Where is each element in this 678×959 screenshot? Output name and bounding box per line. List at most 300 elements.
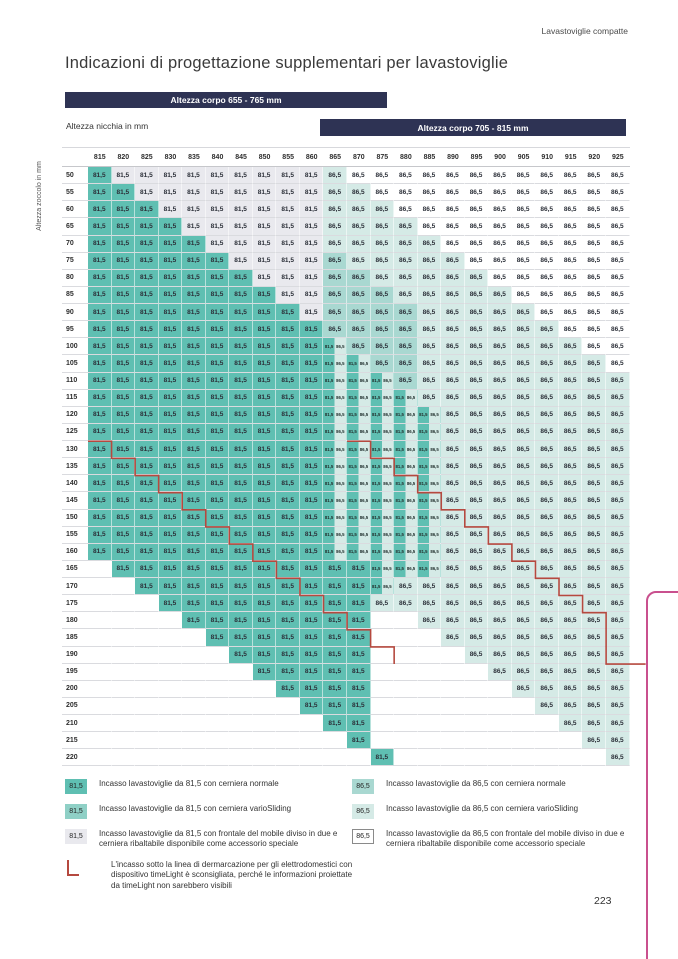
table-cell: 86,5: [512, 681, 536, 698]
table-cell: 81,5: [88, 390, 112, 407]
table-cell: 86,5: [465, 629, 489, 646]
column-header: 890: [441, 147, 465, 167]
split-value-81: 81,5: [324, 549, 334, 555]
table-cell-split: [371, 407, 395, 424]
table-cell: 81,5: [229, 612, 253, 629]
table-cell: [488, 698, 512, 715]
table-cell: 81,5: [135, 201, 159, 218]
page-edge-callout-border: [646, 591, 678, 959]
table-cell: [182, 698, 206, 715]
table-cell-split: [323, 475, 347, 492]
column-header: 820: [112, 147, 136, 167]
table-cell: 86,5: [512, 218, 536, 235]
table-cell: 86,5: [535, 338, 559, 355]
table-cell: [371, 629, 395, 646]
split-value-86: 86,5: [336, 343, 345, 349]
column-header: 835: [182, 147, 206, 167]
table-cell: 86,5: [394, 236, 418, 253]
split-value-86: 86,5: [383, 429, 392, 435]
table-cell: 81,5: [88, 270, 112, 287]
table-cell: [112, 715, 136, 732]
table-cell: 86,5: [394, 338, 418, 355]
table-cell: 86,5: [606, 527, 630, 544]
table-cell: 86,5: [371, 167, 395, 184]
table-cell: 86,5: [418, 201, 442, 218]
table-cell: 81,5: [229, 647, 253, 664]
table-cell: 86,5: [606, 441, 630, 458]
table-cell: 86,5: [347, 287, 371, 304]
table-cell: [229, 698, 253, 715]
table-cell: 81,5: [112, 407, 136, 424]
split-value-81: 81,5: [324, 463, 334, 469]
split-value-86: 86,5: [336, 412, 345, 418]
table-cell: 86,5: [512, 527, 536, 544]
table-cell: [465, 698, 489, 715]
table-cell: 86,5: [512, 184, 536, 201]
table-cell: 81,5: [229, 236, 253, 253]
table-cell: [465, 664, 489, 681]
table-cell: 81,5: [323, 715, 347, 732]
table-cell: 86,5: [582, 270, 606, 287]
table-cell: 81,5: [159, 304, 183, 321]
row-header: 180: [62, 612, 88, 629]
table-cell: 86,5: [559, 510, 583, 527]
column-header: 880: [394, 147, 418, 167]
table-cell: 86,5: [512, 253, 536, 270]
table-cell: 81,5: [112, 373, 136, 390]
table-cell: [229, 681, 253, 698]
table-cell: 81,5: [206, 492, 230, 509]
split-value-81: 81,5: [324, 412, 334, 418]
table-cell: [159, 715, 183, 732]
demarcation-line-icon: [67, 860, 79, 876]
column-header: 850: [253, 147, 277, 167]
table-cell: 86,5: [606, 253, 630, 270]
table-cell: 86,5: [488, 544, 512, 561]
table-cell-split: [323, 510, 347, 527]
table-cell: 81,5: [88, 510, 112, 527]
table-cell: 81,5: [300, 492, 324, 509]
table-cell: 86,5: [606, 732, 630, 749]
table-cell: 86,5: [488, 629, 512, 646]
table-cell: [229, 732, 253, 749]
table-cell: 86,5: [535, 355, 559, 372]
table-cell: 86,5: [535, 647, 559, 664]
table-cell: 86,5: [441, 407, 465, 424]
split-value-86: 86,5: [336, 480, 345, 486]
table-cell: [135, 629, 159, 646]
table-cell: 81,5: [300, 304, 324, 321]
table-cell: 86,5: [488, 595, 512, 612]
column-header: 915: [559, 147, 583, 167]
split-value-86: 86,5: [406, 497, 416, 503]
table-cell: 86,5: [606, 321, 630, 338]
table-cell-split: [418, 561, 442, 578]
table-cell: 81,5: [112, 561, 136, 578]
table-cell: 81,5: [159, 527, 183, 544]
table-cell: 86,5: [606, 510, 630, 527]
table-cell: 86,5: [371, 201, 395, 218]
table-cell: 86,5: [488, 612, 512, 629]
table-cell: [229, 749, 253, 766]
table-cell-split: [323, 441, 347, 458]
split-value-81: 81,5: [372, 566, 381, 572]
table-cell: 86,5: [582, 355, 606, 372]
table-cell: 86,5: [418, 321, 442, 338]
split-value-86: 86,5: [359, 515, 369, 521]
table-cell: 86,5: [465, 578, 489, 595]
split-value-86: 86,5: [383, 412, 392, 418]
table-cell: 86,5: [582, 698, 606, 715]
table-cell: [135, 698, 159, 715]
table-cell: 86,5: [559, 544, 583, 561]
table-cell: 81,5: [182, 236, 206, 253]
table-cell: 86,5: [465, 338, 489, 355]
table-cell: [112, 647, 136, 664]
split-value-86: 86,5: [406, 549, 416, 555]
table-cell: 81,5: [88, 527, 112, 544]
table-cell: 86,5: [488, 390, 512, 407]
split-value-81: 81,5: [372, 583, 381, 589]
table-cell: 86,5: [535, 201, 559, 218]
table-cell: 81,5: [229, 270, 253, 287]
table-cell: 81,5: [159, 287, 183, 304]
split-value-86: 86,5: [383, 583, 392, 589]
table-cell: 86,5: [488, 338, 512, 355]
table-cell: 81,5: [206, 218, 230, 235]
table-cell: 86,5: [535, 304, 559, 321]
table-cell: 86,5: [512, 338, 536, 355]
table-cell: 86,5: [394, 355, 418, 372]
split-value-81: 81,5: [419, 497, 428, 503]
table-cell: 81,5: [206, 527, 230, 544]
row-header: 105: [62, 355, 88, 372]
table-cell: 86,5: [441, 544, 465, 561]
table-cell: 81,5: [88, 236, 112, 253]
table-cell: 81,5: [229, 355, 253, 372]
table-cell: 81,5: [276, 510, 300, 527]
split-value-86: 86,5: [359, 395, 369, 401]
table-cell: 81,5: [135, 578, 159, 595]
table-cell: [88, 595, 112, 612]
table-cell: 86,5: [512, 355, 536, 372]
table-cell: 86,5: [488, 458, 512, 475]
table-cell: 86,5: [394, 304, 418, 321]
table-cell: 86,5: [535, 321, 559, 338]
table-cell-split: [418, 458, 442, 475]
row-header: 50: [62, 167, 88, 184]
table-cell: [371, 732, 395, 749]
table-cell-split: [418, 510, 442, 527]
split-value-86: 86,5: [430, 532, 439, 538]
table-cell: 86,5: [512, 458, 536, 475]
table-cell: 86,5: [606, 475, 630, 492]
table-cell: 86,5: [323, 253, 347, 270]
split-value-81: 81,5: [324, 480, 334, 486]
table-cell: 86,5: [371, 253, 395, 270]
table-cell: [488, 749, 512, 766]
table-cell: 81,5: [135, 287, 159, 304]
table-cell: 81,5: [253, 184, 277, 201]
table-cell: 81,5: [276, 475, 300, 492]
row-header: 95: [62, 321, 88, 338]
table-cell: 81,5: [206, 373, 230, 390]
table-cell: 86,5: [582, 253, 606, 270]
table-cell: 81,5: [253, 201, 277, 218]
table-cell-split: [394, 458, 418, 475]
table-cell: 86,5: [441, 236, 465, 253]
legend-swatch: 86,5: [352, 804, 374, 819]
row-header: 115: [62, 390, 88, 407]
table-cell: 81,5: [300, 270, 324, 287]
split-value-81: 81,5: [348, 463, 357, 469]
table-cell: 81,5: [112, 321, 136, 338]
table-cell: 81,5: [182, 475, 206, 492]
split-value-81: 81,5: [419, 412, 428, 418]
table-cell: 86,5: [441, 629, 465, 646]
table-cell: 86,5: [535, 424, 559, 441]
split-value-81: 81,5: [372, 549, 381, 555]
table-cell: 86,5: [512, 612, 536, 629]
table-cell: 86,5: [582, 544, 606, 561]
row-header: 135: [62, 458, 88, 475]
table-cell: [112, 612, 136, 629]
row-header: 205: [62, 698, 88, 715]
row-header: 185: [62, 629, 88, 646]
table-cell: 86,5: [512, 287, 536, 304]
table-cell: [559, 749, 583, 766]
table-cell: 86,5: [559, 475, 583, 492]
table-cell: 86,5: [418, 253, 442, 270]
table-cell: 86,5: [559, 629, 583, 646]
column-header: 815: [88, 147, 112, 167]
table-cell: 81,5: [347, 698, 371, 715]
table-cell: [229, 715, 253, 732]
split-value-81: 81,5: [372, 515, 381, 521]
legend-item-right-0: [352, 779, 634, 794]
table-cell: [418, 698, 442, 715]
body-height-bar-655-765: Altezza corpo 655 - 765 mm: [65, 92, 387, 108]
table-cell: 86,5: [559, 338, 583, 355]
table-cell: 86,5: [606, 184, 630, 201]
table-cell: 86,5: [465, 321, 489, 338]
table-cell: 81,5: [135, 561, 159, 578]
table-cell: 86,5: [582, 629, 606, 646]
table-cell: 81,5: [206, 612, 230, 629]
table-cell: 86,5: [606, 270, 630, 287]
table-cell-split: [394, 424, 418, 441]
split-value-81: 81,5: [324, 395, 334, 401]
split-value-81: 81,5: [348, 446, 357, 452]
table-cell: 81,5: [229, 184, 253, 201]
table-cell: 86,5: [488, 578, 512, 595]
table-cell: 81,5: [206, 287, 230, 304]
split-value-81: 81,5: [395, 480, 404, 486]
table-cell: 86,5: [488, 561, 512, 578]
table-cell-split: [347, 544, 371, 561]
split-value-86: 86,5: [336, 463, 345, 469]
split-value-81: 81,5: [395, 429, 404, 435]
table-cell: 81,5: [323, 664, 347, 681]
table-cell: 81,5: [276, 321, 300, 338]
table-cell: 86,5: [488, 407, 512, 424]
table-cell: 81,5: [182, 510, 206, 527]
split-value-86: 86,5: [383, 566, 392, 572]
split-value-86: 86,5: [383, 532, 392, 538]
table-cell: 81,5: [323, 612, 347, 629]
table-cell: 81,5: [206, 201, 230, 218]
table-cell: 81,5: [323, 647, 347, 664]
table-cell: 81,5: [253, 647, 277, 664]
table-cell: [182, 664, 206, 681]
split-value-86: 86,5: [336, 515, 345, 521]
table-cell: 81,5: [300, 201, 324, 218]
table-cell: [535, 732, 559, 749]
table-cell: [418, 715, 442, 732]
table-cell: 86,5: [559, 715, 583, 732]
table-cell: [88, 698, 112, 715]
table-cell: 81,5: [229, 390, 253, 407]
table-cell: 86,5: [488, 441, 512, 458]
table-cell: 81,5: [159, 492, 183, 509]
table-cell: 81,5: [323, 561, 347, 578]
table-cell: [88, 612, 112, 629]
table-cell: 81,5: [112, 441, 136, 458]
table-cell: 81,5: [159, 407, 183, 424]
table-cell: 81,5: [182, 321, 206, 338]
table-cell: 86,5: [371, 270, 395, 287]
table-cell: 86,5: [582, 184, 606, 201]
table-cell: [206, 681, 230, 698]
table-cell: [512, 732, 536, 749]
table-cell: 86,5: [582, 612, 606, 629]
table-cell: 86,5: [535, 167, 559, 184]
split-value-86: 86,5: [406, 480, 416, 486]
table-cell: 86,5: [559, 595, 583, 612]
table-cell: [323, 732, 347, 749]
table-cell-split: [323, 373, 347, 390]
table-cell: 81,5: [276, 664, 300, 681]
table-cell: 86,5: [323, 304, 347, 321]
table-cell: 81,5: [88, 184, 112, 201]
split-value-86: 86,5: [359, 360, 369, 366]
table-cell-split: [347, 510, 371, 527]
table-cell: 86,5: [512, 321, 536, 338]
table-cell: 86,5: [488, 373, 512, 390]
table-cell: 86,5: [488, 510, 512, 527]
table-cell: 81,5: [159, 373, 183, 390]
table-cell: 86,5: [418, 304, 442, 321]
table-cell: 81,5: [276, 407, 300, 424]
table-cell: 86,5: [512, 492, 536, 509]
table-cell: 86,5: [488, 355, 512, 372]
table-cell: 86,5: [465, 544, 489, 561]
table-cell-split: [371, 510, 395, 527]
table-cell: 86,5: [606, 561, 630, 578]
table-cell: [512, 715, 536, 732]
table-cell: 86,5: [441, 338, 465, 355]
table-cell: 86,5: [441, 458, 465, 475]
table-cell: 81,5: [300, 184, 324, 201]
split-value-81: 81,5: [324, 532, 334, 538]
table-cell: 81,5: [253, 441, 277, 458]
table-cell: 86,5: [371, 287, 395, 304]
table-cell: 86,5: [559, 287, 583, 304]
split-value-81: 81,5: [372, 395, 381, 401]
table-cell: [182, 749, 206, 766]
row-header: 60: [62, 201, 88, 218]
table-cell: [135, 749, 159, 766]
table-cell: 86,5: [465, 441, 489, 458]
table-cell: 86,5: [606, 338, 630, 355]
table-cell: 86,5: [347, 304, 371, 321]
split-value-86: 86,5: [406, 446, 416, 452]
split-value-81: 81,5: [348, 480, 357, 486]
table-cell: [206, 749, 230, 766]
table-cell: 86,5: [488, 647, 512, 664]
table-cell: 86,5: [512, 270, 536, 287]
table-cell: 81,5: [229, 561, 253, 578]
table-cell: [441, 647, 465, 664]
table-cell: 86,5: [582, 578, 606, 595]
table-cell: 81,5: [253, 390, 277, 407]
table-cell: [300, 749, 324, 766]
table-cell: 86,5: [441, 561, 465, 578]
split-value-86: 86,5: [336, 429, 345, 435]
table-cell-split: [347, 373, 371, 390]
table-cell-split: [394, 544, 418, 561]
split-value-81: 81,5: [372, 480, 381, 486]
table-cell: 86,5: [559, 407, 583, 424]
split-value-86: 86,5: [430, 429, 439, 435]
table-cell: 86,5: [606, 218, 630, 235]
legend-81: [65, 779, 357, 901]
table-cell: 86,5: [465, 287, 489, 304]
table-cell: 81,5: [276, 287, 300, 304]
table-cell: 81,5: [347, 647, 371, 664]
table-cell: 81,5: [182, 595, 206, 612]
row-header: 140: [62, 475, 88, 492]
table-cell: 81,5: [229, 492, 253, 509]
table-cell: 81,5: [206, 595, 230, 612]
table-cell: 86,5: [606, 236, 630, 253]
table-cell: 81,5: [159, 218, 183, 235]
row-header: 130: [62, 441, 88, 458]
table-cell: 81,5: [229, 167, 253, 184]
table-cell: 81,5: [253, 527, 277, 544]
table-cell: 86,5: [488, 492, 512, 509]
table-cell: [512, 749, 536, 766]
table-cell-split: [394, 407, 418, 424]
table-cell: 86,5: [465, 561, 489, 578]
split-value-86: 86,5: [336, 360, 345, 366]
split-value-81: 81,5: [348, 549, 357, 555]
table-cell: [323, 749, 347, 766]
table-cell: 86,5: [582, 236, 606, 253]
table-cell: 81,5: [182, 253, 206, 270]
table-cell: 86,5: [606, 664, 630, 681]
table-cell: 86,5: [606, 578, 630, 595]
table-cell: 81,5: [276, 527, 300, 544]
legend-text: Incasso lavastoviglie da 81,5 con frontale del mobile diviso in due e cerniera ribaltabile disponibile come accessorio speciale: [99, 829, 338, 849]
table-cell: 81,5: [276, 355, 300, 372]
table-cell: [394, 698, 418, 715]
table-cell: 86,5: [582, 441, 606, 458]
table-cell: 81,5: [88, 475, 112, 492]
legend-text: Incasso lavastoviglie da 81,5 con cerniera varioSliding: [99, 804, 292, 813]
table-cell: 81,5: [88, 253, 112, 270]
table-cell: 86,5: [606, 407, 630, 424]
